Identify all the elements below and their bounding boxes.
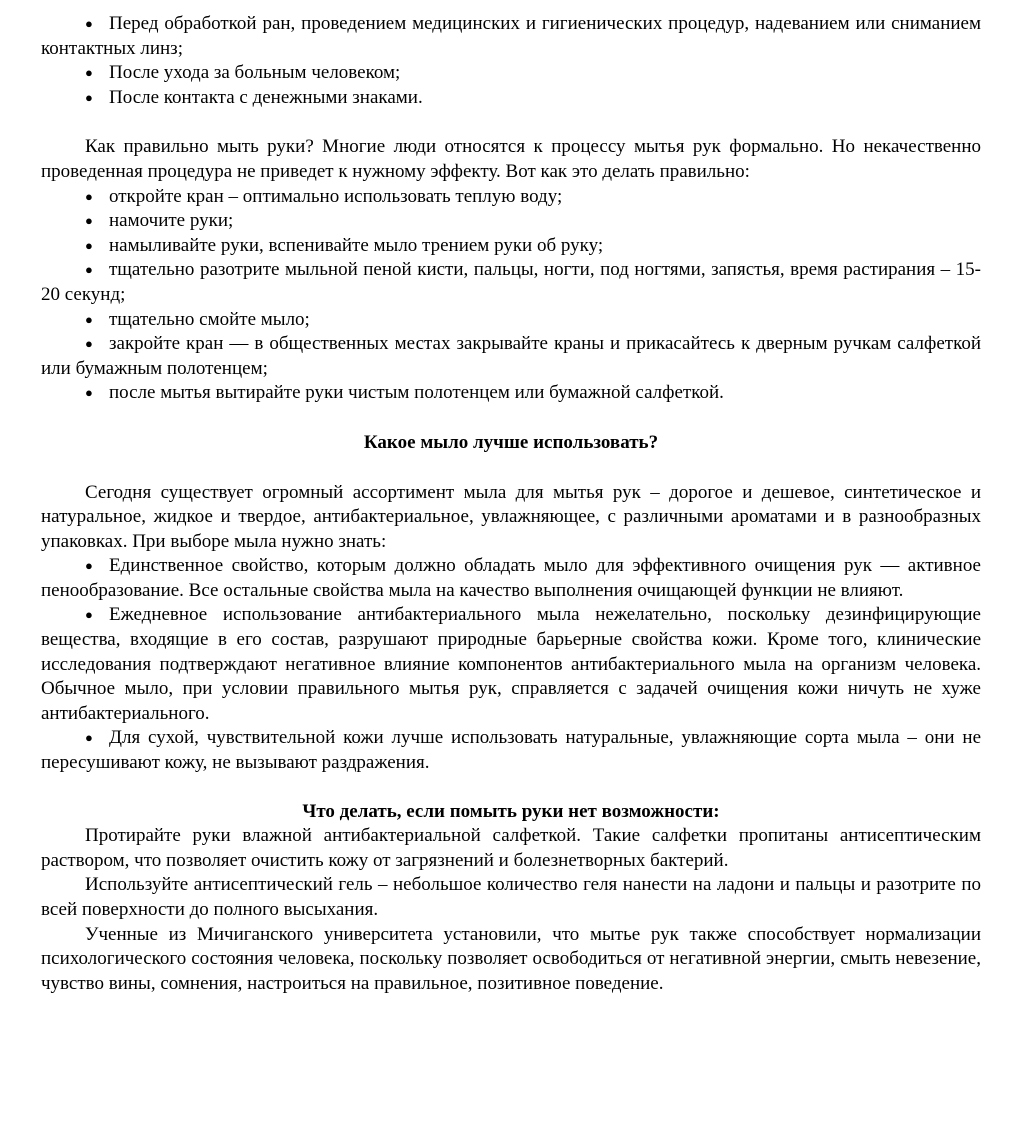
no-water-paragraph: Ученные из Мичиганского университета установили, что мытье рук также способствует нормализации психологического состояния человека, поскольку позволяет освободиться от негативной энергии, смыть невезение, чувство вины, сомнения, настроиться на правильное, позитивное поведение. bbox=[41, 923, 981, 994]
list-item bbox=[41, 12, 981, 61]
list-item bbox=[41, 234, 981, 259]
bullet-icon: ● bbox=[85, 311, 93, 327]
list-item bbox=[41, 381, 981, 406]
bullet-icon: ● bbox=[85, 237, 93, 253]
no-water-paragraph: Протирайте руки влажной антибактериальной салфеткой. Такие салфетки пропитаны антисептическим раствором, что позволяет очистить кожу от загрязнений и болезнетворных бактерий. bbox=[41, 825, 981, 871]
list-item bbox=[41, 185, 981, 210]
list-item bbox=[41, 209, 981, 234]
soap-section-heading: Какое мыло лучше использовать? bbox=[363, 431, 659, 453]
top-list bbox=[41, 12, 981, 110]
list-item-text: откройте кран – оптимально использовать теплую воду; bbox=[109, 185, 563, 207]
soap-points-list bbox=[41, 554, 981, 775]
list-item-text: закройте кран — в общественных местах закрывайте краны и прикасайтесь к дверным ручкам салфеткой или бумажным полотенцем; bbox=[41, 333, 981, 379]
document-page bbox=[41, 0, 981, 996]
bullet-icon: ● bbox=[85, 89, 93, 105]
bullet-icon: ● bbox=[85, 213, 93, 229]
list-item-text: После ухода за больным человеком; bbox=[109, 62, 401, 84]
soap-section-intro: Сегодня существует огромный ассортимент мыла для мытья рук – дорогое и дешевое, синтетическое и натуральное, жидкое и твердое, антибактериальное, увлажняющее, с различными ароматами и в разнообразных упаковках. При выборе мыла нужно знать: bbox=[41, 481, 981, 552]
bullet-icon: ● bbox=[85, 262, 93, 278]
list-item-text: намыливайте руки, вспенивайте мыло трением руки об руку; bbox=[109, 234, 604, 256]
bullet-icon: ● bbox=[85, 336, 93, 352]
list-item-text: После контакта с денежными знаками. bbox=[109, 86, 423, 108]
list-item-text: Ежедневное использование антибактериального мыла нежелательно, поскольку дезинфицирующие вещества, входящие в его состав, разрушают природные барьерные свойства кожи. Кроме того, клинические исследования подтверждают негативное влияние компонентов антибактериального мыла на организм человека. Обычное мыло, при условии правильного мытья рук, справляется с задачей очищения кожи ничуть не хуже антибактериального. bbox=[41, 604, 981, 724]
list-item bbox=[41, 86, 981, 111]
list-item bbox=[41, 554, 981, 603]
list-item-text: тщательно смойте мыло; bbox=[109, 308, 310, 330]
bullet-icon: ● bbox=[85, 65, 93, 81]
list-item bbox=[41, 308, 981, 333]
spacer bbox=[41, 406, 981, 431]
list-item-text: Единственное свойство, которым должно обладать мыло для эффективного очищения рук — активное пенообразование. Все остальные свойства мыла на качество выполнения очищающей функции не влияют. bbox=[41, 555, 981, 601]
list-item bbox=[41, 258, 981, 307]
spacer bbox=[41, 110, 981, 135]
list-item bbox=[41, 332, 981, 381]
bullet-icon: ● bbox=[85, 188, 93, 204]
list-item-text: после мытья вытирайте руки чистым полотенцем или бумажной салфеткой. bbox=[109, 382, 724, 404]
list-item bbox=[41, 61, 981, 86]
bullet-icon: ● bbox=[85, 385, 93, 401]
list-item-text: намочите руки; bbox=[109, 210, 234, 232]
no-water-section-heading: Что делать, если помыть руки нет возможности: bbox=[302, 800, 720, 822]
spacer bbox=[41, 776, 981, 800]
list-item-text: Перед обработкой ран, проведением медицинских и гигиенических процедур, надеванием или сниманием контактных линз; bbox=[41, 13, 981, 59]
list-item-text: Для сухой, чувствительной кожи лучше использовать натуральные, увлажняющие сорта мыла – они не пересушивают кожу, не вызывают раздражения. bbox=[41, 727, 981, 774]
list-item bbox=[41, 603, 981, 726]
how-to-wash-intro: Как правильно мыть руки? Многие люди относятся к процессу мытья рук формально. Но некачественно проведенная процедура не приведет к нужному эффекту. Вот как это делать правильно: bbox=[41, 136, 981, 182]
bullet-icon: ● bbox=[85, 558, 93, 574]
spacer bbox=[41, 456, 981, 481]
list-item-text: тщательно разотрите мыльной пеной кисти, пальцы, ногти, под ногтями, запястья, время растирания – 15-20 секунд; bbox=[41, 259, 981, 305]
bullet-icon: ● bbox=[85, 16, 93, 31]
list-item bbox=[41, 726, 981, 775]
bullet-icon: ● bbox=[85, 607, 93, 623]
wash-steps-list bbox=[41, 185, 981, 406]
no-water-paragraph: Используйте антисептический гель – небольшое количество геля нанести на ладони и пальцы и разотрите по всей поверхности до полного высыхания. bbox=[41, 874, 981, 920]
bullet-icon: ● bbox=[85, 730, 93, 746]
